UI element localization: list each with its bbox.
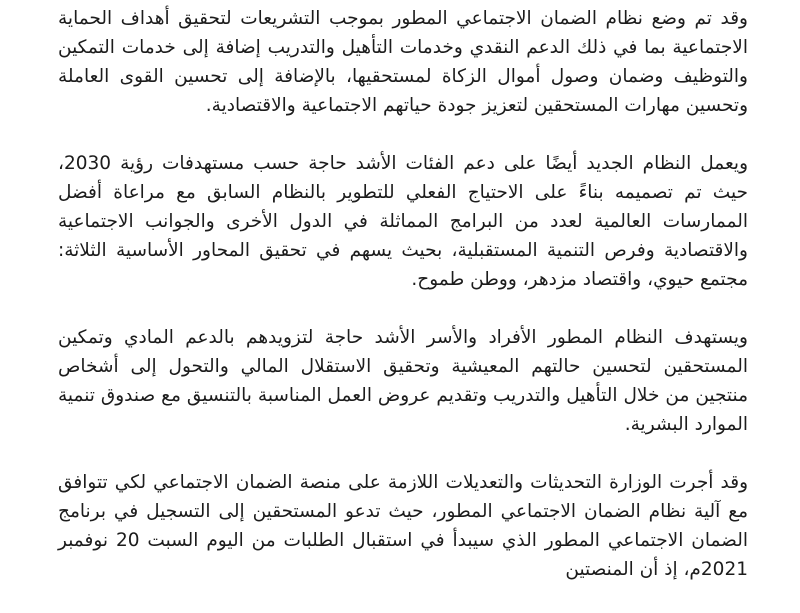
paragraph-platform-registration: وقد أجرت الوزارة التحديثات والتعديلات اللازمة على منصة الضمان الاجتماعي لكي تتوافق مع آلية نظام الضمان الاجتماعي المطور، حيث تدعو المستحقين إلى التسجيل في برنامج الضمان الاجتماعي المطور الذي سيبدأ في استقبال الطلبات من اليوم السبت 20 نوفمبر 2021م، إذ أن المنصتين (58, 472, 748, 580)
paragraph-vision-2030: ويعمل النظام الجديد أيضًا على دعم الفئات الأشد حاجة حسب مستهدفات رؤية 2030، حيث تم تصميمه بناءً على الاحتياج الفعلي للتطوير بالنظام السابق مع مراعاة أفضل الممارسات العالمية لعدد من البرامج المماثلة في الدول الأخرى والجوانب الاجتماعية والاقتصادية وفرص التنمية المستقبلية، بحيث يسهم في تحقيق المحاور الأساسية الثلاثة: مجتمع حيوي، واقتصاد مزدهر، ووطن طموح. (58, 153, 748, 290)
paragraph-target-beneficiaries: ويستهدف النظام المطور الأفراد والأسر الأشد حاجة لتزويدهم بالدعم المادي وتمكين المستحقين لتحسين حالتهم المعيشية وتحقيق الاستقلال المالي والتحول إلى أشخاص منتجين من خلال التأهيل والتدريب وتقديم عروض العمل المناسبة بالتنسيق مع صندوق تنمية الموارد البشرية. (58, 327, 748, 435)
paragraph-social-security-goals: وقد تم وضع نظام الضمان الاجتماعي المطور بموجب التشريعات لتحقيق أهداف الحماية الاجتماعية بما في ذلك الدعم النقدي وخدمات التأهيل والتدريب إضافة إلى خدمات التمكين والتوظيف وضمان وصول أموال الزكاة لمستحقيها، بالإضافة إلى تحسين القوى العاملة وتحسين مهارات المستحقين لتعزيز جودة حياتهم الاجتماعية والاقتصادية. (58, 8, 748, 116)
article-body (58, 4, 748, 613)
